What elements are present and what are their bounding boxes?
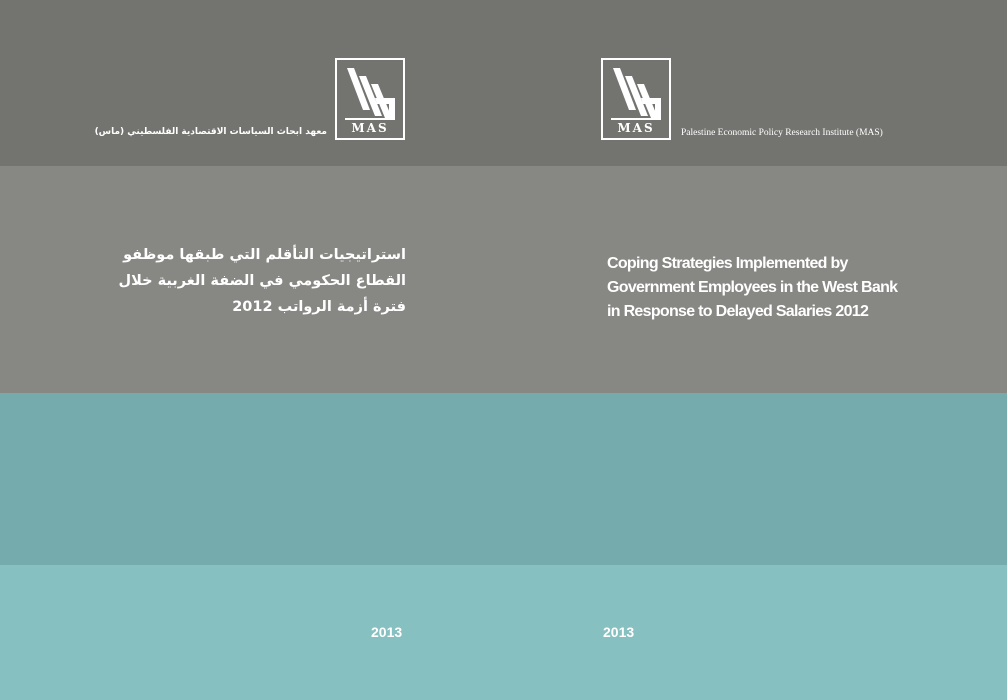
mas-logo-arabic-side [335,58,405,140]
title-arabic-line: استراتيجيات التأقلم التي طبقها موظفو [123,247,406,263]
year-arabic-side: 2013 [371,624,403,640]
top-band [0,0,1007,166]
title-english-line: in Response to Delayed Salaries 2012 [607,303,869,320]
bottom-band [0,565,1007,700]
title-english [607,252,897,324]
institute-name-arabic: معهد ابحاث السياسات الاقتصادية الفلسطيني (ماس) [94,127,327,137]
institute-name-english: Palestine Economic Policy Research Institute (MAS) [681,128,883,138]
title-english-line: Government Employees in the West Bank [607,279,898,296]
logo-text: MAS [617,121,655,135]
title-arabic [106,242,406,320]
teal-band [0,393,1007,565]
title-arabic-line: القطاع الحكومي في الضفة الغربية خلال [118,273,406,289]
title-english-line: Coping Strategies Implemented by [607,255,848,272]
year-english-side: 2013 [603,624,635,640]
title-arabic-line: فترة أزمة الرواتب 2012 [232,299,406,315]
mas-logo-english-side [601,58,671,140]
logo-text: MAS [351,121,389,135]
